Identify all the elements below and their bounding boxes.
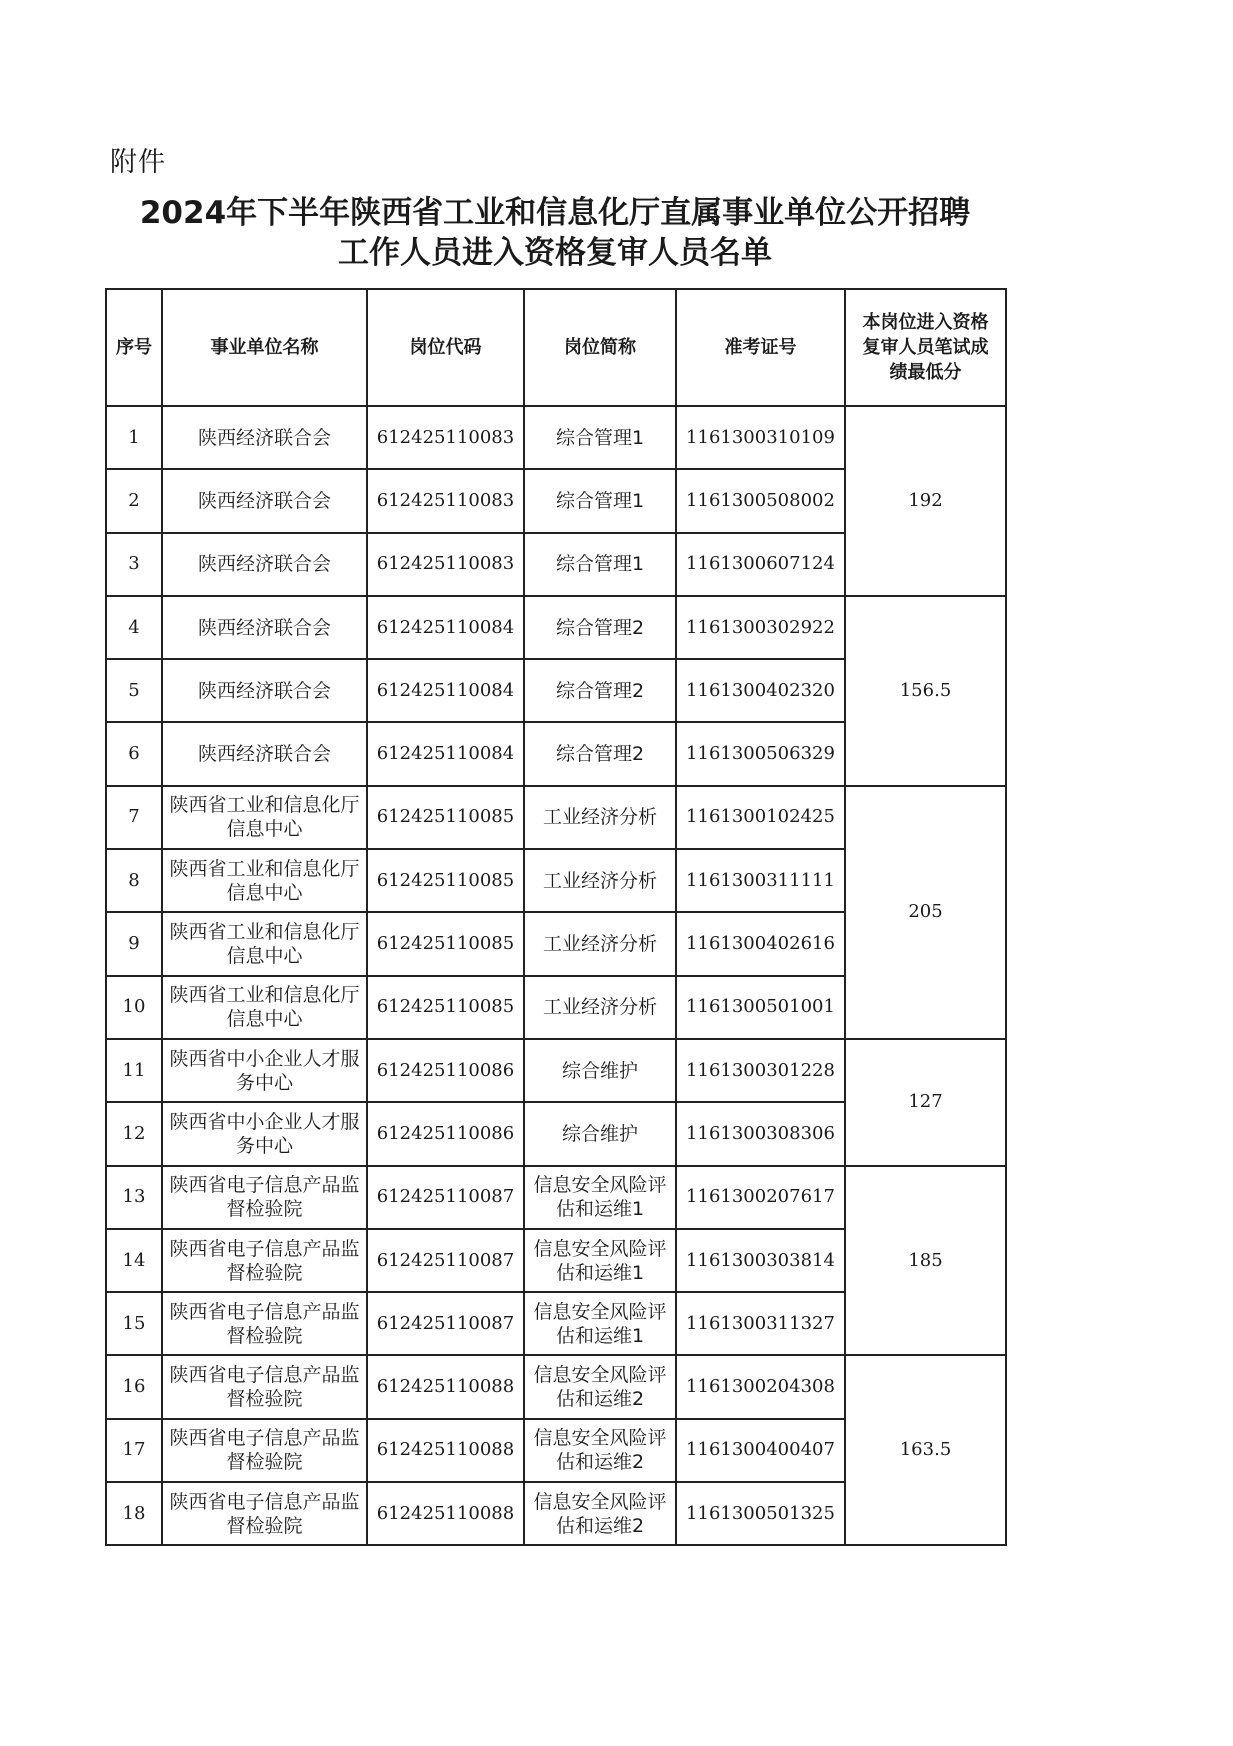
cell-serial: 13 bbox=[106, 1166, 162, 1229]
cell-ticket-number: 1161300302922 bbox=[676, 596, 845, 659]
cell-post-code: 612425110084 bbox=[367, 722, 524, 785]
document-title-line1: 2024年下半年陕西省工业和信息化厅直属事业单位公开招聘 bbox=[139, 195, 971, 231]
cell-post-code: 612425110083 bbox=[367, 533, 524, 596]
header-post-name: 岗位简称 bbox=[524, 289, 676, 406]
cell-post-name: 信息安全风险评估和运维2 bbox=[524, 1355, 676, 1418]
cell-ticket-number: 1161300607124 bbox=[676, 533, 845, 596]
table-row bbox=[106, 596, 1006, 659]
cell-unit-name: 陕西经济联合会 bbox=[162, 533, 367, 596]
cell-post-code: 612425110087 bbox=[367, 1292, 524, 1355]
cell-ticket-number: 1161300400407 bbox=[676, 1419, 845, 1482]
cell-post-code: 612425110088 bbox=[367, 1482, 524, 1545]
cell-serial: 9 bbox=[106, 912, 162, 975]
table-row bbox=[106, 1355, 1006, 1418]
cell-serial: 3 bbox=[106, 533, 162, 596]
cell-ticket-number: 1161300501001 bbox=[676, 976, 845, 1039]
cell-ticket-number: 1161300301228 bbox=[676, 1039, 845, 1102]
cell-post-code: 612425110083 bbox=[367, 406, 524, 469]
header-serial: 序号 bbox=[106, 289, 162, 406]
header-min-score: 本岗位进入资格复审人员笔试成绩最低分 bbox=[845, 289, 1006, 406]
cell-ticket-number: 1161300501325 bbox=[676, 1482, 845, 1545]
table-body bbox=[106, 406, 1006, 1545]
cell-ticket-number: 1161300207617 bbox=[676, 1166, 845, 1229]
cell-serial: 15 bbox=[106, 1292, 162, 1355]
cell-ticket-number: 1161300402616 bbox=[676, 912, 845, 975]
cell-post-code: 612425110087 bbox=[367, 1229, 524, 1292]
cell-unit-name: 陕西省电子信息产品监督检验院 bbox=[162, 1229, 367, 1292]
cell-post-code: 612425110084 bbox=[367, 596, 524, 659]
cell-serial: 16 bbox=[106, 1355, 162, 1418]
cell-min-score: 185 bbox=[845, 1166, 1006, 1356]
cell-unit-name: 陕西经济联合会 bbox=[162, 596, 367, 659]
cell-post-code: 612425110085 bbox=[367, 912, 524, 975]
cell-post-code: 612425110086 bbox=[367, 1102, 524, 1165]
cell-unit-name: 陕西省电子信息产品监督检验院 bbox=[162, 1482, 367, 1545]
cell-serial: 12 bbox=[106, 1102, 162, 1165]
cell-ticket-number: 1161300311111 bbox=[676, 849, 845, 912]
cell-serial: 18 bbox=[106, 1482, 162, 1545]
table-header-row bbox=[106, 289, 1006, 406]
cell-serial: 10 bbox=[106, 976, 162, 1039]
cell-unit-name: 陕西省中小企业人才服务中心 bbox=[162, 1102, 367, 1165]
cell-unit-name: 陕西省工业和信息化厅信息中心 bbox=[162, 912, 367, 975]
table-row bbox=[106, 786, 1006, 849]
cell-serial: 17 bbox=[106, 1419, 162, 1482]
cell-ticket-number: 1161300303814 bbox=[676, 1229, 845, 1292]
cell-serial: 5 bbox=[106, 659, 162, 722]
table-row bbox=[106, 406, 1006, 469]
cell-serial: 6 bbox=[106, 722, 162, 785]
cell-unit-name: 陕西经济联合会 bbox=[162, 659, 367, 722]
cell-post-code: 612425110087 bbox=[367, 1166, 524, 1229]
cell-min-score: 205 bbox=[845, 786, 1006, 1039]
cell-post-name: 工业经济分析 bbox=[524, 849, 676, 912]
header-unit-name: 事业单位名称 bbox=[162, 289, 367, 406]
cell-post-code: 612425110084 bbox=[367, 659, 524, 722]
cell-unit-name: 陕西省工业和信息化厅信息中心 bbox=[162, 786, 367, 849]
cell-unit-name: 陕西经济联合会 bbox=[162, 469, 367, 532]
cell-post-name: 综合管理2 bbox=[524, 722, 676, 785]
cell-post-code: 612425110088 bbox=[367, 1355, 524, 1418]
cell-ticket-number: 1161300310109 bbox=[676, 406, 845, 469]
cell-unit-name: 陕西省工业和信息化厅信息中心 bbox=[162, 849, 367, 912]
cell-unit-name: 陕西省电子信息产品监督检验院 bbox=[162, 1166, 367, 1229]
cell-post-code: 612425110085 bbox=[367, 849, 524, 912]
cell-ticket-number: 1161300308306 bbox=[676, 1102, 845, 1165]
cell-ticket-number: 1161300402320 bbox=[676, 659, 845, 722]
cell-serial: 4 bbox=[106, 596, 162, 659]
cell-post-name: 综合维护 bbox=[524, 1039, 676, 1102]
cell-serial: 7 bbox=[106, 786, 162, 849]
cell-ticket-number: 1161300506329 bbox=[676, 722, 845, 785]
cell-post-name: 工业经济分析 bbox=[524, 786, 676, 849]
cell-unit-name: 陕西省电子信息产品监督检验院 bbox=[162, 1419, 367, 1482]
cell-ticket-number: 1161300102425 bbox=[676, 786, 845, 849]
cell-post-name: 信息安全风险评估和运维1 bbox=[524, 1292, 676, 1355]
cell-unit-name: 陕西省电子信息产品监督检验院 bbox=[162, 1355, 367, 1418]
cell-post-name: 综合管理1 bbox=[524, 533, 676, 596]
cell-post-name: 综合管理2 bbox=[524, 596, 676, 659]
header-ticket-number: 准考证号 bbox=[676, 289, 845, 406]
cell-unit-name: 陕西省中小企业人才服务中心 bbox=[162, 1039, 367, 1102]
cell-post-name: 综合管理1 bbox=[524, 406, 676, 469]
document-title-line2: 工作人员进入资格复审人员名单 bbox=[338, 235, 772, 271]
cell-post-code: 612425110085 bbox=[367, 786, 524, 849]
cell-serial: 14 bbox=[106, 1229, 162, 1292]
cell-unit-name: 陕西省工业和信息化厅信息中心 bbox=[162, 976, 367, 1039]
table-row bbox=[106, 1166, 1006, 1229]
cell-post-code: 612425110083 bbox=[367, 469, 524, 532]
cell-unit-name: 陕西经济联合会 bbox=[162, 406, 367, 469]
cell-post-name: 信息安全风险评估和运维2 bbox=[524, 1419, 676, 1482]
cell-min-score: 156.5 bbox=[845, 596, 1006, 786]
cell-post-code: 612425110086 bbox=[367, 1039, 524, 1102]
header-post-code: 岗位代码 bbox=[367, 289, 524, 406]
cell-ticket-number: 1161300204308 bbox=[676, 1355, 845, 1418]
cell-post-name: 综合管理2 bbox=[524, 659, 676, 722]
cell-min-score: 163.5 bbox=[845, 1355, 1006, 1545]
cell-serial: 1 bbox=[106, 406, 162, 469]
cell-serial: 2 bbox=[106, 469, 162, 532]
cell-post-name: 工业经济分析 bbox=[524, 912, 676, 975]
cell-post-name: 工业经济分析 bbox=[524, 976, 676, 1039]
cell-min-score: 127 bbox=[845, 1039, 1006, 1166]
cell-ticket-number: 1161300311327 bbox=[676, 1292, 845, 1355]
cell-post-name: 信息安全风险评估和运维2 bbox=[524, 1482, 676, 1545]
cell-unit-name: 陕西经济联合会 bbox=[162, 722, 367, 785]
cell-post-code: 612425110085 bbox=[367, 976, 524, 1039]
cell-serial: 8 bbox=[106, 849, 162, 912]
cell-unit-name: 陕西省电子信息产品监督检验院 bbox=[162, 1292, 367, 1355]
cell-ticket-number: 1161300508002 bbox=[676, 469, 845, 532]
table-row bbox=[106, 1039, 1006, 1102]
cell-post-name: 综合管理1 bbox=[524, 469, 676, 532]
cell-serial: 11 bbox=[106, 1039, 162, 1102]
cell-post-code: 612425110088 bbox=[367, 1419, 524, 1482]
cell-min-score: 192 bbox=[845, 406, 1006, 596]
candidate-table bbox=[105, 288, 1007, 1546]
cell-post-name: 信息安全风险评估和运维1 bbox=[524, 1229, 676, 1292]
cell-post-name: 信息安全风险评估和运维1 bbox=[524, 1166, 676, 1229]
cell-post-name: 综合维护 bbox=[524, 1102, 676, 1165]
attachment-label: 附件 bbox=[110, 147, 166, 178]
